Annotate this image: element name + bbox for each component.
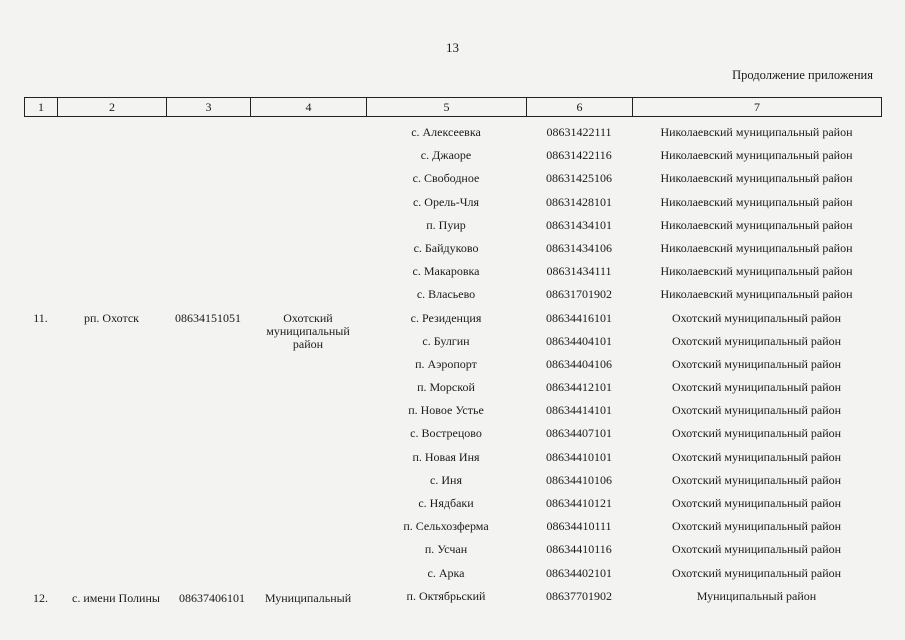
header-col-4: 4 <box>251 98 367 117</box>
settlement-name: с. Резиденция <box>410 310 482 325</box>
settlement-name: с. Вострецово <box>410 426 482 441</box>
district-name: Охотский муниципальный район <box>671 496 842 510</box>
district-name: Охотский муниципальный район <box>671 356 842 371</box>
settlement-name: п. Пуир <box>426 217 466 232</box>
district-name: Николаевский муниципальный район <box>660 240 853 255</box>
table-row <box>24 492 881 515</box>
district-name: Охотский муниципальный район <box>671 472 842 487</box>
table-row <box>24 446 881 469</box>
oktmo-code: 08634404101 <box>546 333 612 348</box>
group-11-number: 11. <box>33 311 48 325</box>
district-name: Николаевский муниципальный район <box>660 217 853 232</box>
table-row <box>24 307 881 330</box>
settlement-name: с. Булгин <box>422 333 470 348</box>
settlement-name: п. Аэропорт <box>415 356 477 371</box>
settlement-name: с. Иня <box>430 472 462 487</box>
column-number-header <box>24 97 882 117</box>
continuation-label: Продолжение приложения <box>732 68 873 82</box>
settlement-name: с. Джаоре <box>420 148 472 163</box>
oktmo-code: 08631425106 <box>546 171 612 186</box>
table-row <box>24 260 881 283</box>
oktmo-code: 08631434106 <box>546 240 612 255</box>
group-11-oktmo-code: 08634151051 <box>175 311 241 325</box>
district-name: Охотский муниципальный район <box>671 333 842 348</box>
district-name: Охотский муниципальный район <box>671 542 842 557</box>
table-row <box>24 330 881 353</box>
oktmo-code: 08631434101 <box>546 217 612 232</box>
oktmo-code: 08634410106 <box>546 472 612 487</box>
table-row <box>24 353 881 376</box>
group-12-oktmo-code: 08637406101 <box>179 591 245 605</box>
oktmo-code: 08631434111 <box>546 264 612 279</box>
table-row <box>24 399 881 422</box>
settlement-name: с. Власьево <box>416 287 476 302</box>
district-name: Николаевский муниципальный район <box>660 287 853 302</box>
district-name: Николаевский муниципальный район <box>660 194 853 209</box>
settlement-name: п. Сельхозферма <box>403 519 489 534</box>
oktmo-code: 08631428101 <box>546 194 612 209</box>
district-name: Охотский муниципальный район <box>671 403 842 418</box>
oktmo-code: 08634407101 <box>546 426 612 441</box>
district-name: Николаевский муниципальный район <box>660 148 853 163</box>
table-row <box>24 538 881 561</box>
district-name: Николаевский муниципальный район <box>660 125 853 139</box>
header-col-1: 1 <box>25 98 58 117</box>
table-row <box>24 562 881 585</box>
group-11-admin-center: рп. Охотск <box>83 311 140 325</box>
settlement-name: с. Свободное <box>412 171 480 186</box>
header-col-2: 2 <box>58 98 167 117</box>
settlement-name: п. Новая Иня <box>412 449 480 464</box>
settlement-name: п. Октябрьский <box>406 588 486 603</box>
oktmo-code: 08634410116 <box>546 542 612 557</box>
oktmo-code: 08631701902 <box>546 287 612 302</box>
district-name: Охотский муниципальный район <box>671 426 842 441</box>
oktmo-code: 08637701902 <box>546 588 612 603</box>
oktmo-code: 08634410121 <box>546 496 612 510</box>
table-row <box>24 585 881 608</box>
settlement-name: п. Усчан <box>424 542 468 557</box>
district-name: Муниципальный район <box>696 588 817 603</box>
table-row <box>24 515 881 538</box>
group-12-district: Муниципальный <box>264 591 352 605</box>
district-name: Охотский муниципальный район <box>671 380 842 395</box>
oktmo-code: 08634402101 <box>546 565 612 580</box>
table-row <box>24 237 881 260</box>
table-row <box>24 422 881 445</box>
table-row <box>24 214 881 237</box>
oktmo-code: 08634414101 <box>546 403 612 418</box>
table-row <box>24 191 881 214</box>
settlement-name: с. Нядбаки <box>418 496 474 510</box>
oktmo-code: 08634416101 <box>546 310 612 325</box>
settlement-name: с. Макаровка <box>412 264 480 279</box>
page-number: 13 <box>446 40 459 55</box>
settlement-name: п. Морской <box>417 380 475 395</box>
oktmo-code: 08631422116 <box>546 148 612 163</box>
district-name: Охотский муниципальный район <box>671 310 842 325</box>
header-col-6: 6 <box>527 98 633 117</box>
table-row <box>24 167 881 190</box>
district-name: Охотский муниципальный район <box>671 565 842 580</box>
table-row <box>24 144 881 167</box>
group-11-district: Охотский муниципальный район <box>266 311 350 351</box>
district-name: Николаевский муниципальный район <box>660 171 853 186</box>
oktmo-code: 08631422111 <box>546 125 612 139</box>
oktmo-code: 08634410101 <box>546 449 612 464</box>
settlement-name: с. Орель-Чля <box>412 194 480 209</box>
district-name: Охотский муниципальный район <box>671 449 842 464</box>
district-name: Охотский муниципальный район <box>671 519 842 534</box>
table-row <box>24 376 881 399</box>
header-col-3: 3 <box>167 98 251 117</box>
table-row <box>24 121 881 144</box>
oktmo-code: 08634410111 <box>546 519 612 534</box>
table-row <box>24 283 881 306</box>
header-col-5: 5 <box>367 98 527 117</box>
oktmo-code: 08634404106 <box>546 356 612 371</box>
settlement-name: п. Новое Устье <box>408 403 484 418</box>
group-12-admin-center: с. имени Полины <box>72 591 160 605</box>
settlement-name: с. Алексеевка <box>411 125 481 139</box>
settlement-name: с. Арка <box>427 565 465 580</box>
oktmo-code: 08634412101 <box>546 380 612 395</box>
district-name: Николаевский муниципальный район <box>660 264 853 279</box>
table-row <box>24 469 881 492</box>
settlements-list <box>24 121 881 608</box>
settlement-name: с. Байдуково <box>413 240 479 255</box>
header-col-7: 7 <box>633 98 882 117</box>
group-12-number: 12. <box>33 591 48 605</box>
